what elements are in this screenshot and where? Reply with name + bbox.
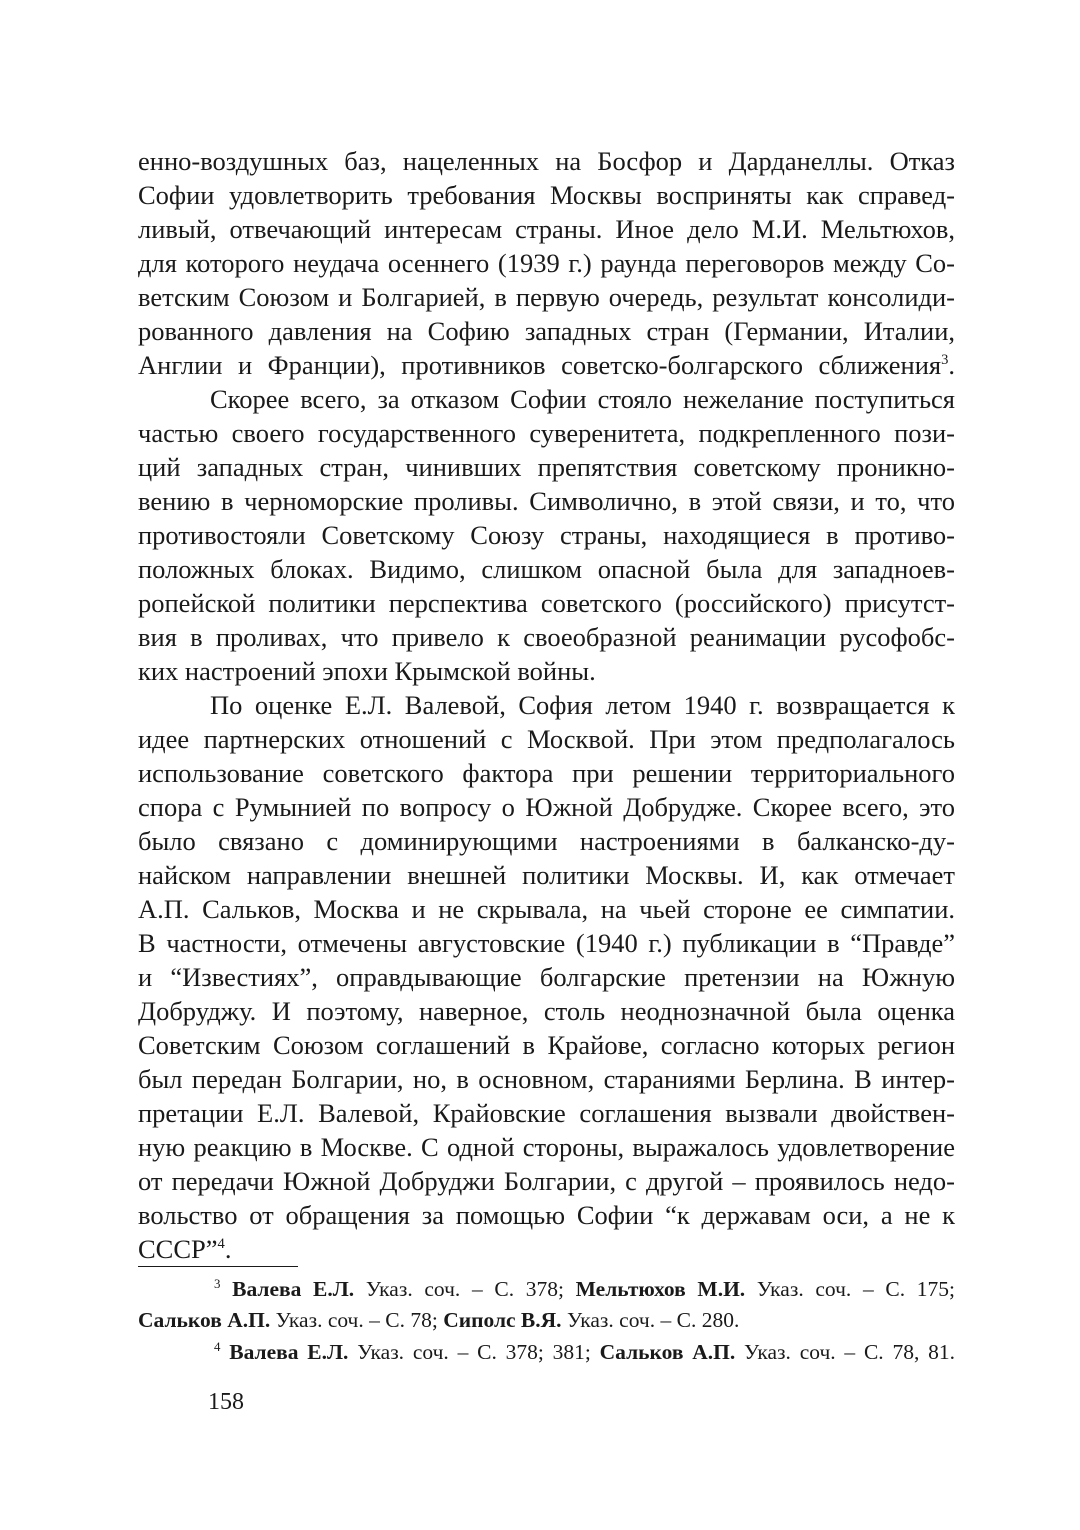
footnote-3 xyxy=(214,1274,955,1304)
body-line: вия в проливах, что привело к своеобразной реанимации русофобс- xyxy=(138,622,955,652)
body-line: для которого неудача осеннего (1939 г.) раунда переговоров между Со- xyxy=(138,248,955,278)
body-line: енно-воздушных баз, нацеленных на Босфор и Дарданеллы. Отказ xyxy=(138,146,955,176)
footnote-author: Валева Е.Л. xyxy=(229,1340,349,1364)
body-line: Добруджу. И поэтому, наверное, столь неоднозначной была оценка xyxy=(138,996,955,1026)
body-line: Софии удовлетворить требования Москвы восприняты как справед- xyxy=(138,180,955,210)
footnote-separator xyxy=(138,1266,298,1267)
footnote-3-continued xyxy=(138,1305,955,1335)
body-line: претации Е.Л. Валевой, Крайовские соглашения вызвали двойствен- xyxy=(138,1098,955,1128)
footnote-author: Валева Е.Л. xyxy=(232,1277,355,1301)
body-line: ций западных стран, чинивших препятствия советскому проникно- xyxy=(138,452,955,482)
footnote-number: 4 xyxy=(214,1339,221,1354)
body-line: частью своего государственного суверенитета, подкрепленного пози- xyxy=(138,418,955,448)
body-line: вению в черноморские проливы. Символично, в этой связи, и то, что xyxy=(138,486,955,516)
body-line-text: Англии и Франции), противников советско-болгарского сближения xyxy=(138,350,942,380)
body-line: вольство от обращения за помощью Софии “к державам оси, а не к xyxy=(138,1200,955,1230)
body-line: от передачи Южной Добруджи Болгарии, с другой – проявилось недо- xyxy=(138,1166,955,1196)
body-line: идее партнерских отношений с Москвой. При этом предполагалось xyxy=(138,724,955,754)
footnote-4 xyxy=(214,1337,955,1367)
footnote-text: Указ. соч. – С. 280. xyxy=(561,1308,740,1332)
footnote-author: Сальков А.П. xyxy=(138,1308,271,1332)
footnote-author: Сиполс В.Я. xyxy=(443,1308,562,1332)
footnote-text: Указ. соч. – С. 378; xyxy=(354,1277,576,1301)
body-line: Советским Союзом соглашений в Крайове, согласно которых регион xyxy=(138,1030,955,1060)
footnote-text: Указ. соч. – С. 78, 81. xyxy=(735,1340,956,1364)
body-line: ливый, отвечающий интересам страны. Иное дело М.И. Мельтюхов, xyxy=(138,214,955,244)
body-line: А.П. Сальков, Москва и не скрывала, на чьей стороне ее симпатии. xyxy=(138,894,955,924)
body-line: был передан Болгарии, но, в основном, стараниями Берлина. В интер- xyxy=(138,1064,955,1094)
line-period: . xyxy=(224,1234,232,1264)
body-line: противостояли Советскому Союзу страны, находящиеся в противо- xyxy=(138,520,955,550)
body-line: рованного давления на Софию западных стран (Германии, Италии, xyxy=(138,316,955,346)
paragraph-first-line: По оценке Е.Л. Валевой, София летом 1940 г. возвращается к xyxy=(210,690,955,720)
footnote-number: 3 xyxy=(214,1276,221,1291)
body-line: ких настроений эпохи Крымской войны. xyxy=(138,656,596,686)
footnote-ref-4[interactable]: 4 xyxy=(217,1236,225,1253)
body-line: было связано с доминирующими настроениями в балканско-ду- xyxy=(138,826,955,856)
line-period: . xyxy=(948,350,955,380)
body-line: ропейской политики перспектива советского (российского) присутст- xyxy=(138,588,955,618)
body-line: найском направлении внешней политики Москвы. И, как отмечает xyxy=(138,860,955,890)
footnote-text: Указ. соч. – С. 175; xyxy=(745,1277,955,1301)
footnote-author: Сальков А.П. xyxy=(599,1340,736,1364)
footnote-text: Указ. соч. – С. 78; xyxy=(270,1308,444,1332)
body-line: ветским Союзом и Болгарией, в первую очередь, результат консолиди- xyxy=(138,282,955,312)
body-line-text: СССР” xyxy=(138,1234,218,1264)
body-line: использование советского фактора при решении территориального xyxy=(138,758,955,788)
page-number: 158 xyxy=(208,1389,244,1415)
body-line: В частности, отмечены августовские (1940 г.) публикации в “Правде” xyxy=(138,928,955,958)
footnote-text: Указ. соч. – С. 378; 381; xyxy=(348,1340,600,1364)
body-line: положных блоках. Видимо, слишком опасной была для западноев- xyxy=(138,554,955,584)
body-line: спора с Румынией по вопросу о Южной Добрудже. Скорее всего, это xyxy=(138,792,955,822)
body-line xyxy=(138,1232,955,1266)
body-line: и “Известиях”, оправдывающие болгарские претензии на Южную xyxy=(138,962,955,992)
footnote-author: Мельтюхов М.И. xyxy=(575,1277,746,1301)
footnote-ref-3[interactable]: 3 xyxy=(941,352,949,369)
body-line xyxy=(138,348,955,382)
body-line: ную реакцию в Москве. С одной стороны, выражалось удовлетворение xyxy=(138,1132,955,1162)
paragraph-first-line: Скорее всего, за отказом Софии стояло нежелание поступиться xyxy=(210,384,955,414)
